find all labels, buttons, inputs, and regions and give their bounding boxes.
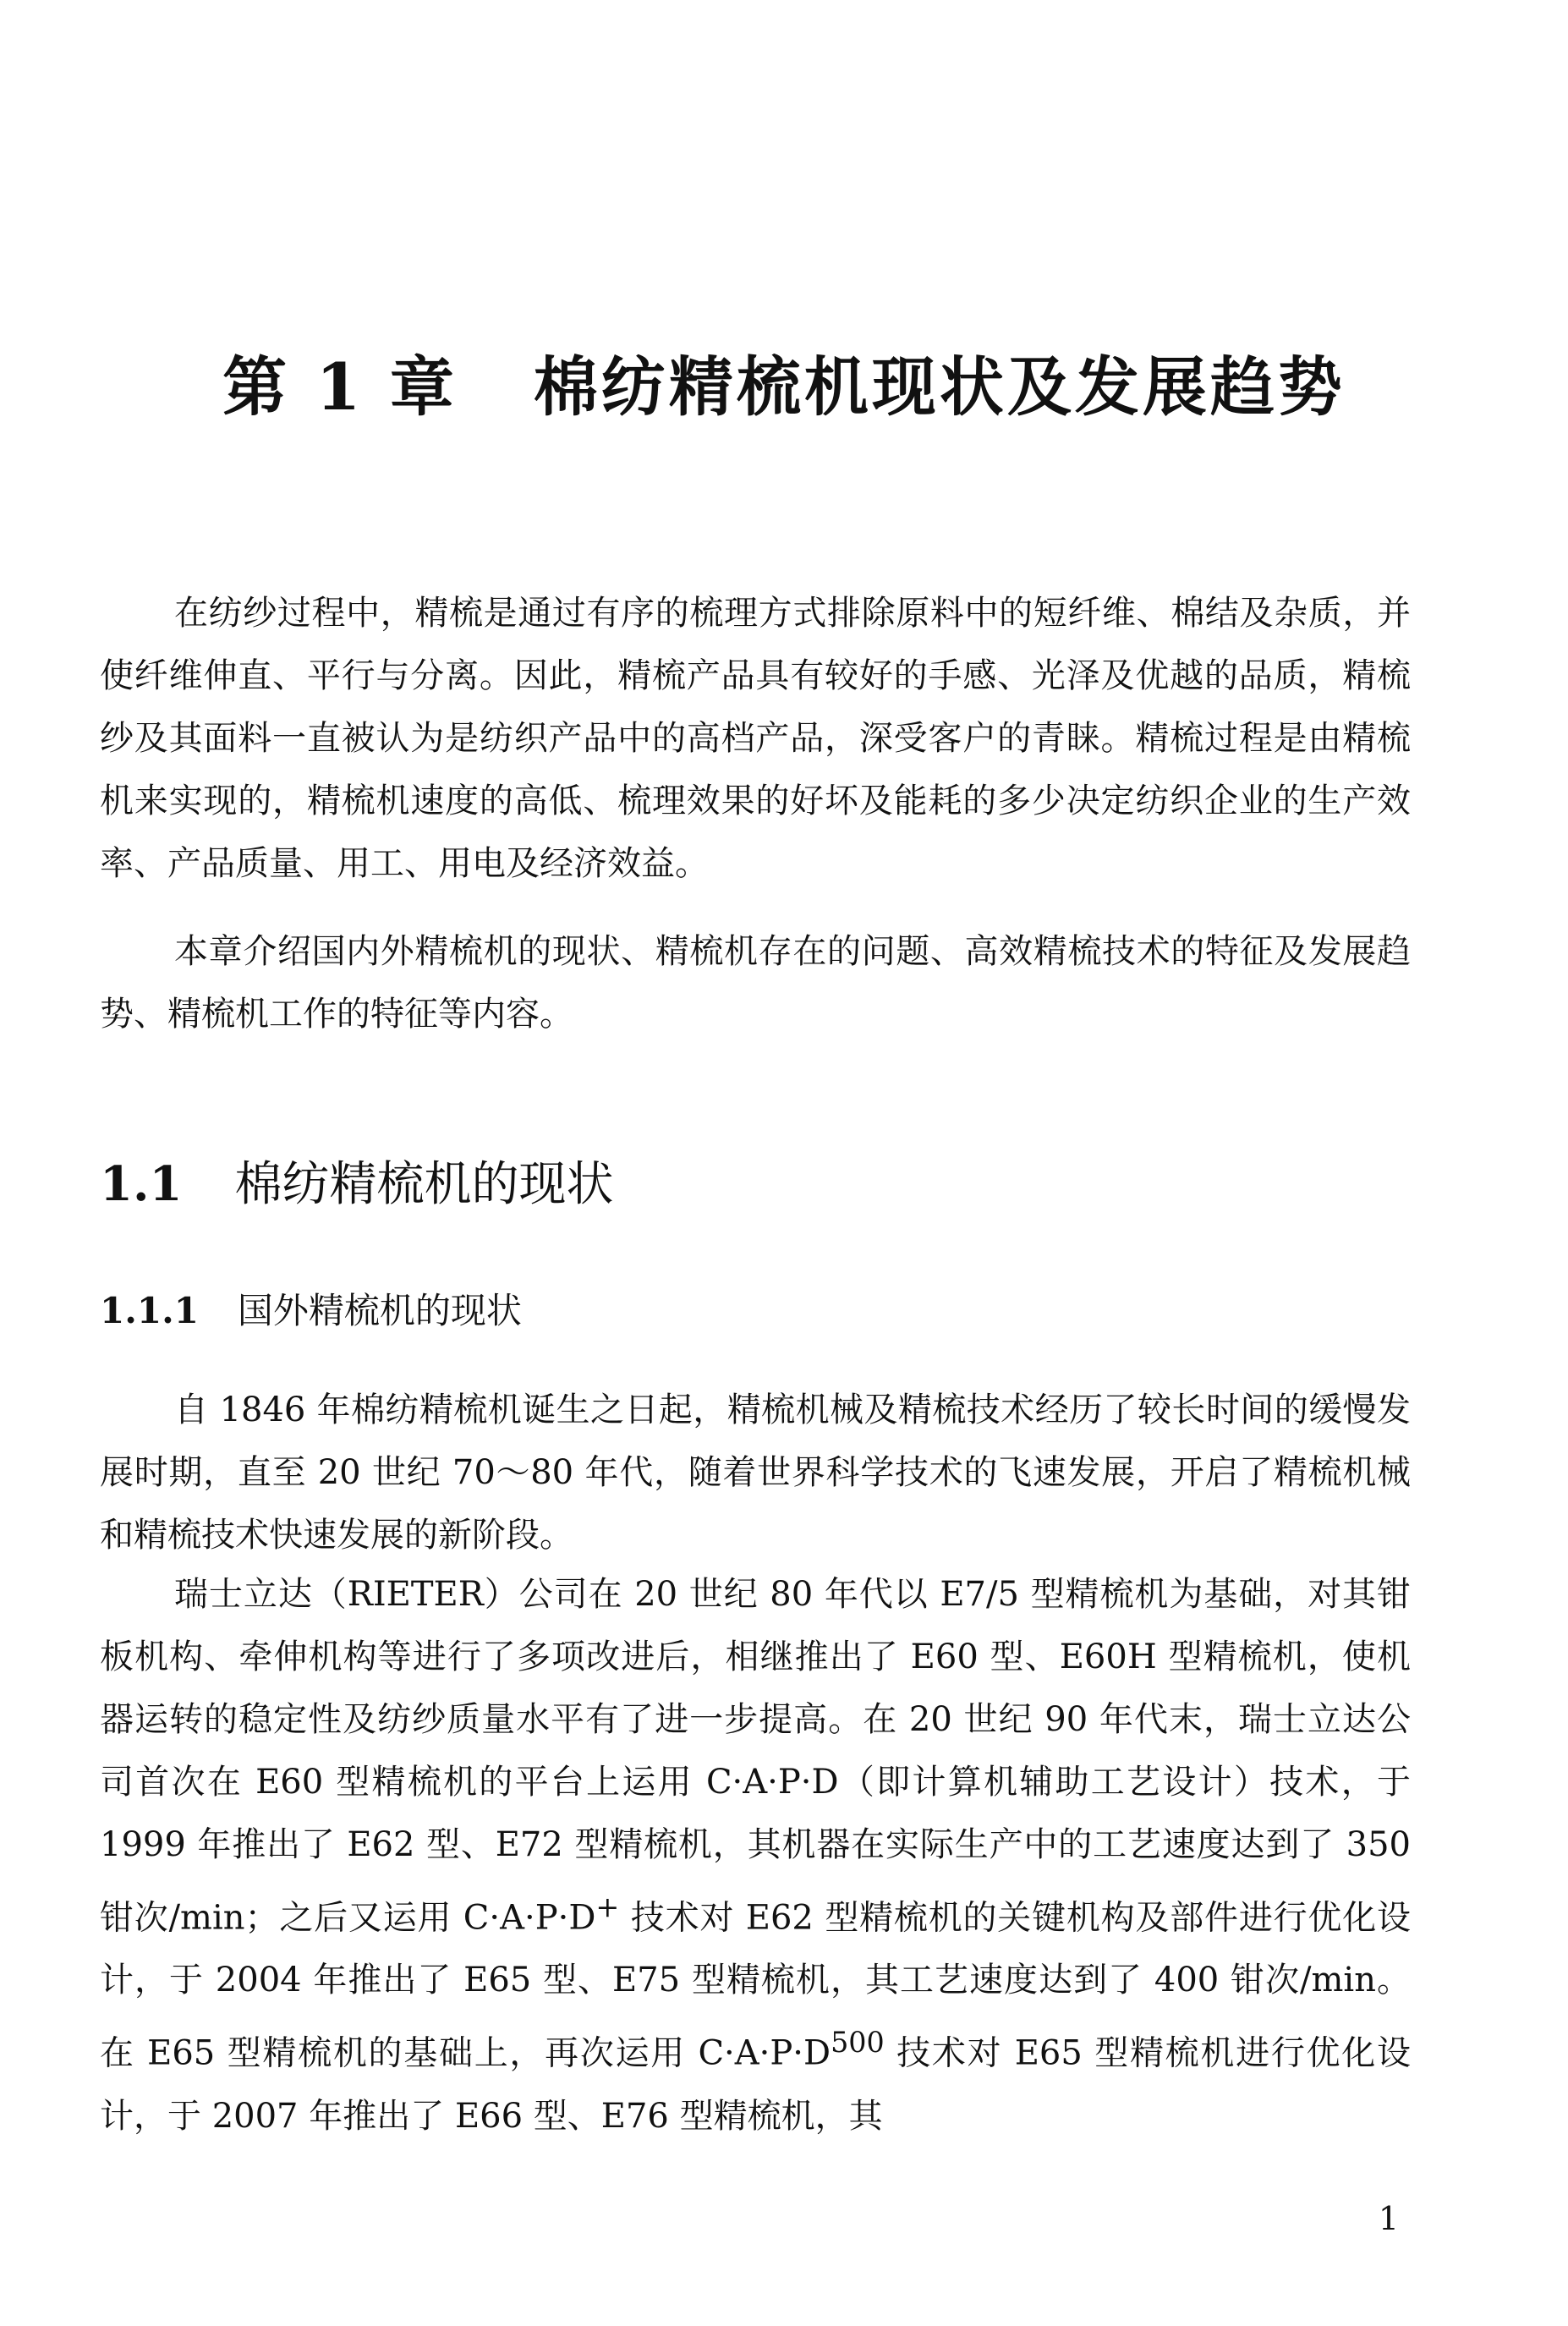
intro-paragraph-2: 本章介绍国内外精梳机的现状、精梳机存在的问题、高效精梳技术的特征及发展趋势、精梳机工作的特征等内容。: [100, 932, 1411, 1034]
subsection-heading: [100, 1286, 522, 1336]
body-paragraph-2-part-2: 技术对 E62 型精梳机的关键机构及部件进行优化设计，于 2004 年推出了 E65 型、E75 型精梳机，其工艺速度达到了 400 钳次/min。在 E65 型精梳机的基础上，再次运用 C·A·P·D: [100, 1898, 1411, 2073]
chapter-number: 第 1 章: [222, 349, 458, 425]
section-heading: [100, 1150, 613, 1219]
section-number: 1.1: [100, 1156, 183, 1212]
chapter-title-text: 棉纺精梳机现状及发展趋势: [533, 349, 1346, 425]
chapter-title: [0, 345, 1568, 430]
section-title-text: 棉纺精梳机的现状: [234, 1157, 614, 1212]
superscript-500: 500: [831, 2026, 885, 2060]
subsection-number: 1.1.1: [100, 1290, 199, 1331]
superscript-plus: +: [595, 1890, 620, 1923]
intro-paragraph-1: 在纺纱过程中，精梳是通过有序的梳理方式排除原料中的短纤维、棉结及杂质，并使纤维伸直、平行与分离。因此，精梳产品具有较好的手感、光泽及优越的品质，精梳纱及其面料一直被认为是纺织产品中的高档产品，深受客户的青睐。精梳过程是由精梳机来实现的，精梳机速度的高低、梳理效果的好坏及能耗的多少决定纺织企业的生产效率、产品质量、用工、用电及经济效益。: [100, 594, 1411, 883]
subsection-title-text: 国外精梳机的现状: [237, 1290, 522, 1331]
body-paragraph-2: [100, 1563, 1411, 2148]
body-paragraph-2-part-1: 瑞士立达（RIETER）公司在 20 世纪 80 年代以 E7/5 型精梳机为基础，对其钳板机构、牵伸机构等进行了多项改进后，相继推出了 E60 型、E60H 型精梳机，使机器运转的稳定性及纺纱质量水平有了进一步提高。在 20 世纪 90 年代末，瑞士立达公司首次在 E60 型精梳机的平台上运用 C·A·P·D（即计算机辅助工艺设计）技术，于 1999 年推出了 E62 型、E72 型精梳机，其机器在实际生产中的工艺速度达到了 350 钳次/min；之后又运用 C·A·P·D: [100, 1575, 1411, 1938]
page-number: 1: [1378, 2200, 1399, 2237]
body-paragraph-1: 自 1846 年棉纺精梳机诞生之日起，精梳机械及精梳技术经历了较长时间的缓慢发展时期，直至 20 世纪 70～80 年代，随着世界科学技术的飞速发展，开启了精梳机械和精梳技术快速发展的新阶段。: [100, 1391, 1411, 1555]
body-paragraph-2-part-3: 技术对 E65 型精梳机进行优化设计，于 2007 年推出了 E66 型、E76 型精梳机，其: [100, 2033, 1411, 2136]
